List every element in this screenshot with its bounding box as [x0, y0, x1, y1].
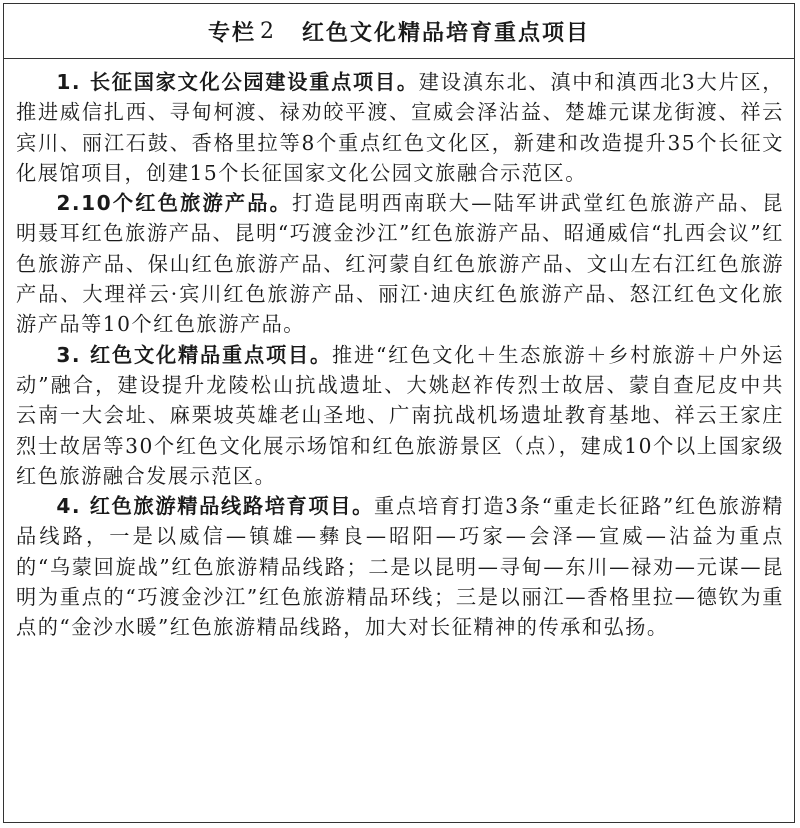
project-item-3-heading: 3. 红色文化精品重点项目。 — [56, 342, 333, 367]
column-header — [4, 4, 794, 59]
project-item-3-text: 推进“红色文化＋生态旅游＋乡村旅游＋户外运动”融合，建设提升龙陵松山抗战遗址、大姚赵祚传烈士故居、蒙自查尼皮中共云南一大会址、麻栗坡英雄老山圣地、广南抗战机场遗址教育基地、祥云王家庄烈士故居等30个红色文化展示场馆和红色旅游景区（点），建成10个以上国家级红色旅游融合发展示范区。 — [16, 342, 784, 488]
project-item-3 — [16, 340, 784, 491]
project-item-1 — [16, 67, 784, 188]
column-number: 2 — [260, 18, 276, 44]
column-title: 红色文化精品培育重点项目 — [302, 20, 591, 46]
project-item-4-heading: 4. 红色旅游精品线路培育项目。 — [56, 494, 375, 519]
project-item-2-text: 打造昆明西南联大—陆军讲武堂红色旅游产品、昆明聂耳红色旅游产品、昆明“巧渡金沙江”红色旅游产品、昭通威信“扎西会议”红色旅游产品、保山红色旅游产品、红河蒙自红色旅游产品、文山左右江红色旅游产品、大理祥云·宾川红色旅游产品、丽江·迪庆红色旅游产品、怒江红色文化旅游产品等10个红色旅游产品。 — [16, 191, 784, 337]
project-item-1-heading: 1. 长征国家文化公园建设重点项目。 — [56, 70, 419, 94]
column-label: 专栏 — [207, 20, 256, 46]
project-item-2-heading: 2.10个红色旅游产品。 — [56, 191, 293, 216]
project-item-4-text: 重点培育打造3条“重走长征路”红色旅游精品线路，一是以威信—镇雄—彝良—昭阳—巧家—会泽—宣威—沾益为重点的“乌蒙回旋战”红色旅游精品线路；二是以昆明—寻甸—东川—禄劝—元谋—昆明为重点的“巧渡金沙江”红色旅游精品环线；三是以丽江—香格里拉—德钦为重点的“金沙水暖”红色旅游精品线路，加大对长征精神的传承和弘扬。 — [16, 494, 784, 640]
column-box — [3, 3, 795, 823]
column-content — [4, 59, 794, 643]
project-item-4 — [16, 491, 784, 642]
project-item-2 — [16, 188, 784, 339]
project-item-1-text: 建设滇东北、滇中和滇西北3大片区，推进威信扎西、寻甸柯渡、禄劝皎平渡、宣威会泽沾益、楚雄元谋龙街渡、祥云宾川、丽江石鼓、香格里拉等8个重点红色文化区，新建和改造提升35个长征文化展馆项目，创建15个长征国家文化公园文旅融合示范区。 — [16, 70, 784, 185]
